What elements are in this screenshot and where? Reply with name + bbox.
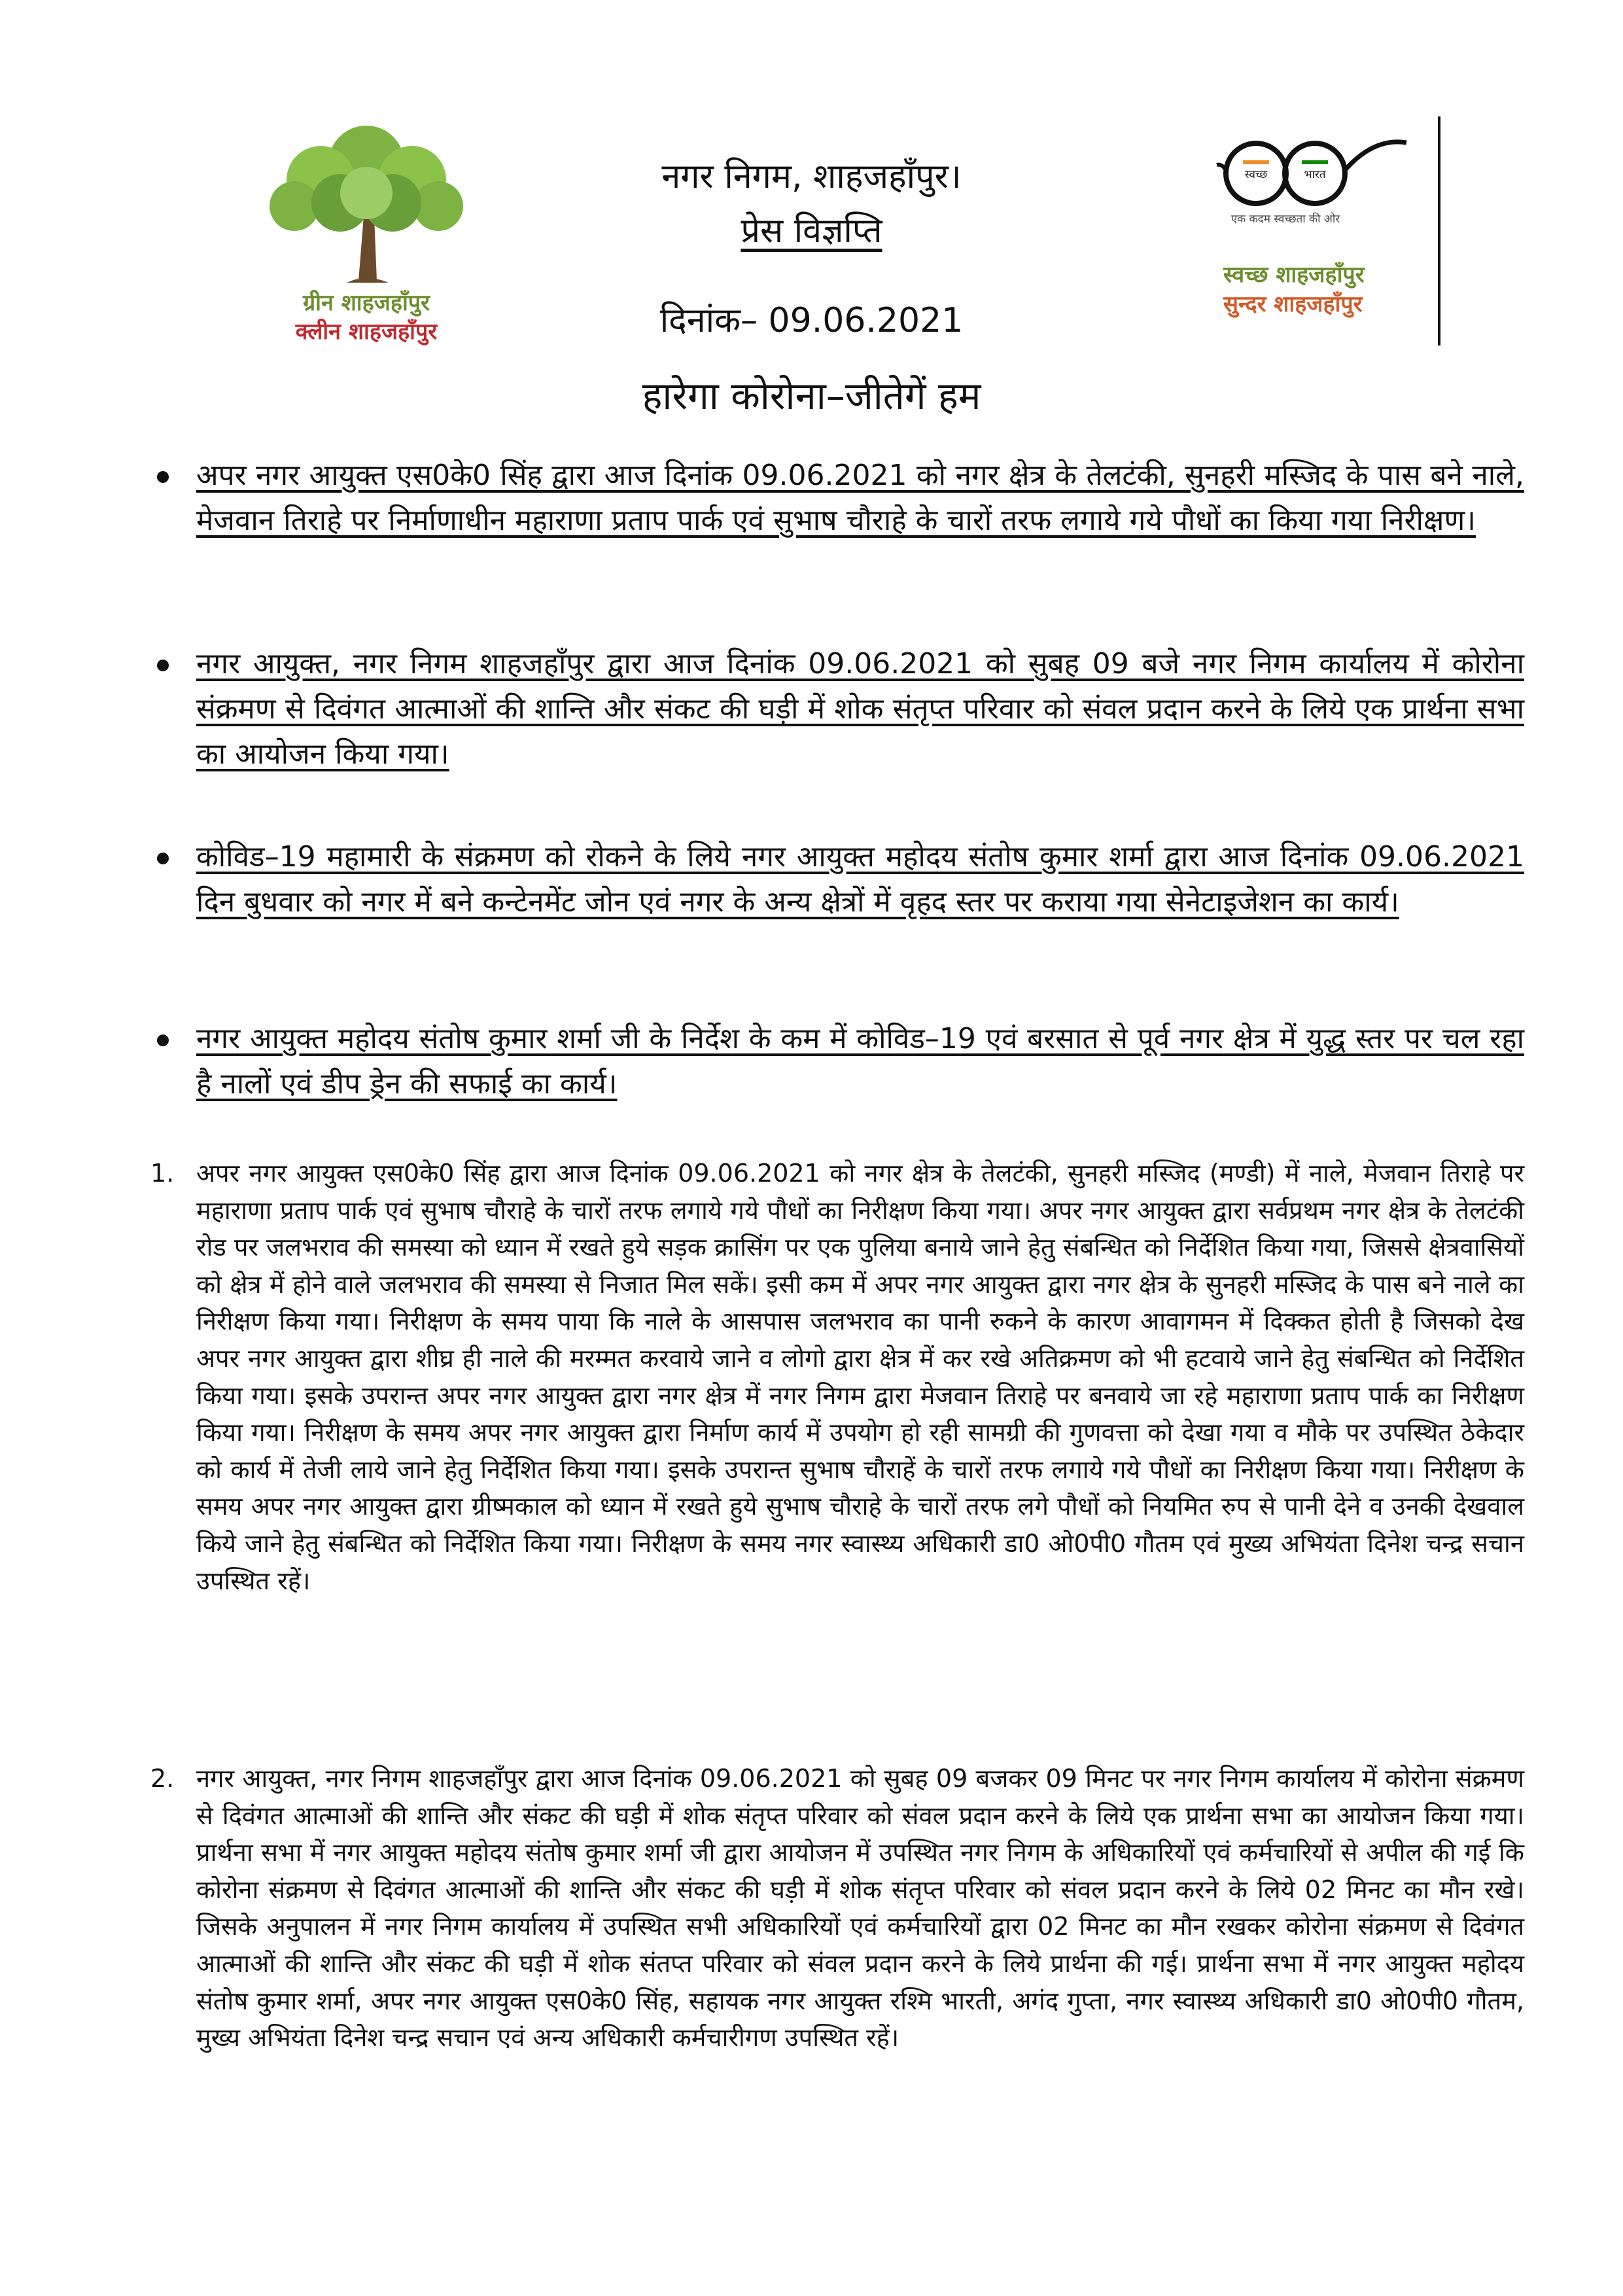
tree-icon <box>249 118 484 288</box>
org-title: नगर निगम, शाहजहाँपुर। <box>661 157 962 196</box>
bullet-item <box>157 453 1524 543</box>
bullet-item <box>157 641 1524 777</box>
paragraph-text: अपर नगर आयुक्त एस0के0 सिंह द्वारा आज दिनांक 09.06.2021 को नगर क्षेत्र के तेलटंकी, सुनहरी मस्जिद (मण्डी) में नाले, मेजवान तिराहे पर महाराणा प्रताप पार्क एवं सुभाष चौराहे के चारों तरफ लगाये गये पौधों का निरीक्षण किया गया। अपर नगर आयुक्त द्वारा सर्वप्रथम नगर क्षेत्र के तेलटंकी रोड पर जलभराव की समस्या को ध्यान में रखते हुये सड़क क्रासिंग पर एक पुलिया बनाये जाने हेतु संबन्धित को निर्देशित किया गया, जिससे क्षेत्रवासियों को क्षेत्र में होने वाले जलभराव की समस्या से निजात मिल सकें। इसी कम में अपर नगर आयुक्त द्वारा नगर क्षेत्र के सुनहरी मस्जिद के पास बने नाले का निरीक्षण किया गया। निरीक्षण के समय पाया कि नाले के आसपास जलभराव का पानी रुकने के कारण आवागमन में दिक्कत होती है जिसको देख अपर नगर आयुक्त द्वारा शीघ्र ही नाले की मरम्मत करवाये जाने व लोगो द्वारा क्षेत्र में कर रखे अतिक्रमण को भी हटवाये जाने हेतु संबन्धित को निर्देशित किया गया। इसके उपरान्त अपर नगर आयुक्त द्वारा नगर क्षेत्र में नगर निगम द्वारा मेजवान तिराहे पर बनवाये जा रहे महाराणा प्रताप पार्क का निरीक्षण किया गया। निरीक्षण के समय अपर नगर आयुक्त द्वारा निर्माण कार्य में उपयोग हो रही सामग्री की गुणवत्ता को देखा गया व मौके पर उपस्थित ठेकेदार को कार्य में तेजी लाये जाने हेतु निर्देशित किया गया। इसके उपरान्त सुभाष चौराहें के चारों तरफ लगाये गये पौधों का निरीक्षण किया गया। निरीक्षण के समय अपर नगर आयुक्त द्वारा ग्रीष्मकाल को ध्यान में रखते हुये सुभाष चौराहे के चारों तरफ लगे पौधों को नियमित रुप से पानी देने व उनकी देखवाल किये जाने हेतु संबन्धित को निर्देशित किया गया। निरीक्षण के समय नगर स्वास्थ्य अधिकारी डा0 ओ0पी0 गौतम एवं मुख्य अभियंता दिनेश चन्द्र सचान उपस्थित रहें। <box>196 1159 1524 1595</box>
left-lens-text: स्वच्छ <box>1244 168 1268 181</box>
logo-line-clean: क्लीन शाहजहाँपुर <box>295 319 438 345</box>
bullet-dot <box>157 660 169 671</box>
right-lens-text: भारत <box>1304 168 1326 181</box>
release-date: दिनांक– 09.06.2021 <box>659 301 964 340</box>
slogan: हारेगा कोरोना–जीतेगें हम <box>642 374 981 418</box>
bullet-item <box>157 834 1524 925</box>
numbered-paragraph <box>150 1155 1524 1599</box>
bullet-text: कोविड–19 महामारी के संक्रमण को रोकने के लिये नगर आयुक्त महोदय संतोष कुमार शर्मा द्वारा आज दिनांक 09.06.2021 दिन बुधवार को नगर में बने कन्टेनमेंट जोन एवं नगर के अन्य क्षेत्रों में वृहद स्तर पर कराया गया सेनेटाइजेशन का कार्य। <box>196 840 1524 919</box>
bullet-dot <box>157 471 169 483</box>
logo-line-sundar: सुन्दर शाहजहाँपुर <box>1223 291 1363 317</box>
logo-line-swachh: स्वच्छ शाहजहाँपुर <box>1223 262 1365 288</box>
bullet-text: नगर आयुक्त, नगर निगम शाहजहाँपुर द्वारा आज दिनांक 09.06.2021 को सुबह 09 बजे नगर निगम कार्यालय में कोरोना संक्रमण से दिवंगत आत्माओं की शान्ति और संकट की घड़ी में शोक संतृप्त परिवार को संवल प्रदान करने के लिये एक प्रार्थना सभा का आयोजन किया गया। <box>196 647 1524 771</box>
press-release-heading: प्रेस विज्ञप्ति <box>741 211 882 251</box>
paragraph-number: 1. <box>150 1159 175 1188</box>
paragraph-number: 2. <box>150 1764 175 1793</box>
logo-line-green: ग्रीन शाहजहाँपुर <box>303 290 430 316</box>
bullet-item <box>157 1016 1524 1106</box>
logo-tagline: एक कदम स्वच्छता की ओर <box>1230 213 1340 226</box>
bullet-text: नगर आयुक्त महोदय संतोष कुमार शर्मा जी के निर्देश के कम में कोविड–19 एवं बरसात से पूर्व नगर क्षेत्र में युद्ध स्तर पर चल रहा है नालों एवं डीप ड्रेन की सफाई का कार्य। <box>196 1022 1524 1101</box>
bullet-dot <box>157 853 169 864</box>
paragraph-text: नगर आयुक्त, नगर निगम शाहजहाँपुर द्वारा आज दिनांक 09.06.2021 को सुबह 09 बजकर 09 मिनट पर नगर निगम कार्यालय में कोरोना संक्रमण से दिवंगत आत्माओं की शान्ति और संकट की घड़ी में शोक संतृप्त परिवार को संवल प्रदान करने के लिये एक प्रार्थना सभा का आयोजन किया गया। प्रार्थना सभा में नगर आयुक्त महोदय संतोष कुमार शर्मा जी द्वारा आयोजन में उपस्थित नगर निगम के अधिकारियों एवं कर्मचारियों से अपील की गई कि कोरोना संक्रमण से दिवंगत आत्माओं की शान्ति और संकट की घड़ी में शोक संतृप्त परिवार को संवल प्रदान करने के लिये 02 मिनट का मौन रखे। जिसके अनुपालन में नगर निगम कार्यालय में उपस्थित सभी अधिकारियों एवं कर्मचारियों द्वारा 02 मिनट का मौन रखकर कोरोना संक्रमण से दिवंगत आत्माओं की शान्ति और संकट की घड़ी में शोक संतप्त परिवार को संवल प्रदान करने के लिये प्रार्थना की गई। प्रार्थना सभा में नगर आयुक्त महोदय संतोष कुमार शर्मा, अपर नगर आयुक्त एस0के0 सिंह, सहायक नगर आयुक्त रश्मि भारती, अगंद गुप्ता, नगर स्वास्थ्य अधिकारी डा0 ओ0पी0 गौतम, मुख्य अभियंता दिनेश चन्द्र सचान एवं अन्य अधिकारी कर्मचारीगण उपस्थित रहें। <box>196 1764 1525 2053</box>
numbered-paragraph <box>150 1760 1524 2057</box>
bullet-text: अपर नगर आयुक्त एस0के0 सिंह द्वारा आज दिनांक 09.06.2021 को नगर क्षेत्र के तेलटंकी, सुनहरी मस्जिद के पास बने नाले, मेजवान तिराहे पर निर्माणाधीन महाराणा प्रताप पार्क एवं सुभाष चौराहे के चारों तरफ लगाये गये पौधों का किया गया निरीक्षण। <box>196 459 1524 537</box>
bullet-dot <box>157 1034 169 1046</box>
